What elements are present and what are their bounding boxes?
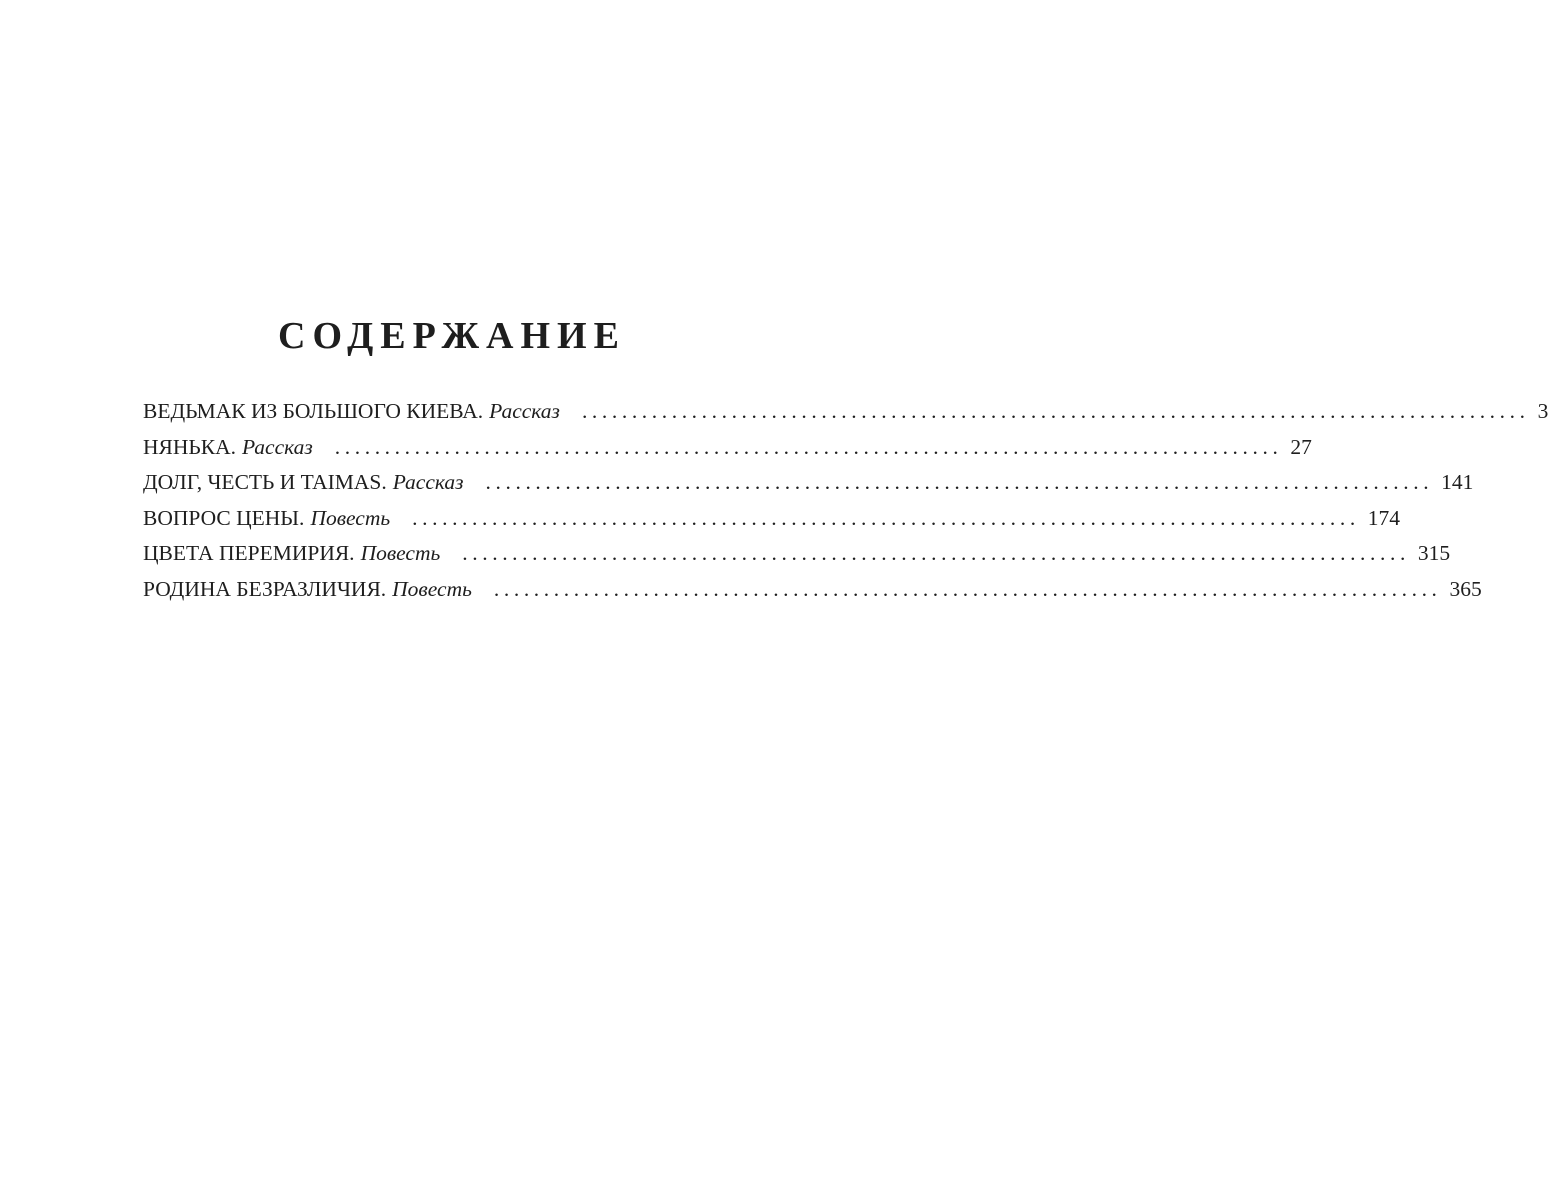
toc-entry	[143, 572, 1482, 608]
toc-entry	[143, 394, 1548, 430]
toc-entry-genre: Повесть	[310, 505, 391, 530]
toc-entry-title: ДОЛГ, ЧЕСТЬ И TAIMAS.	[143, 470, 387, 495]
toc-entry	[143, 430, 1312, 466]
toc-entry-genre: Повесть	[392, 576, 472, 601]
dot-leader: ...............................................................................................	[412, 505, 1360, 530]
toc-entry-genre: Рассказ	[392, 470, 464, 495]
dot-leader: ...............................................................................................	[485, 470, 1434, 495]
dot-leader: ...............................................................................................	[462, 541, 1410, 566]
toc-entry-page: 174	[1367, 505, 1401, 530]
toc-entry-page: 141	[1441, 470, 1474, 495]
table-of-contents	[143, 394, 1548, 608]
page-title: СОДЕРЖАНИЕ	[278, 315, 626, 358]
toc-entry	[143, 501, 1401, 537]
toc-entry-page: 27	[1290, 434, 1312, 459]
toc-entry-title: НЯНЬКА.	[143, 434, 236, 459]
toc-entry-genre: Рассказ	[489, 399, 560, 423]
toc-entry-genre: Рассказ	[241, 434, 313, 459]
toc-entry-page: 365	[1449, 576, 1482, 601]
dot-leader: ...............................................................................................	[581, 399, 1530, 423]
toc-entry	[143, 536, 1451, 572]
toc-entry	[143, 465, 1474, 501]
toc-entry-title: ВОПРОС ЦЕНЫ.	[143, 505, 305, 530]
toc-entry-title: ЦВЕТА ПЕРЕМИРИЯ.	[143, 541, 355, 566]
toc-entry-page: 3	[1537, 399, 1548, 423]
toc-entry-title: ВЕДЬМАК ИЗ БОЛЬШОГО КИЕВА.	[143, 399, 484, 423]
toc-entry-page: 315	[1417, 541, 1451, 566]
dot-leader: ...............................................................................................	[334, 434, 1283, 459]
toc-entry-title: РОДИНА БЕЗРАЗЛИЧИЯ.	[143, 576, 387, 601]
toc-entry-genre: Повесть	[360, 541, 441, 566]
dot-leader: ...............................................................................................	[493, 576, 1442, 601]
